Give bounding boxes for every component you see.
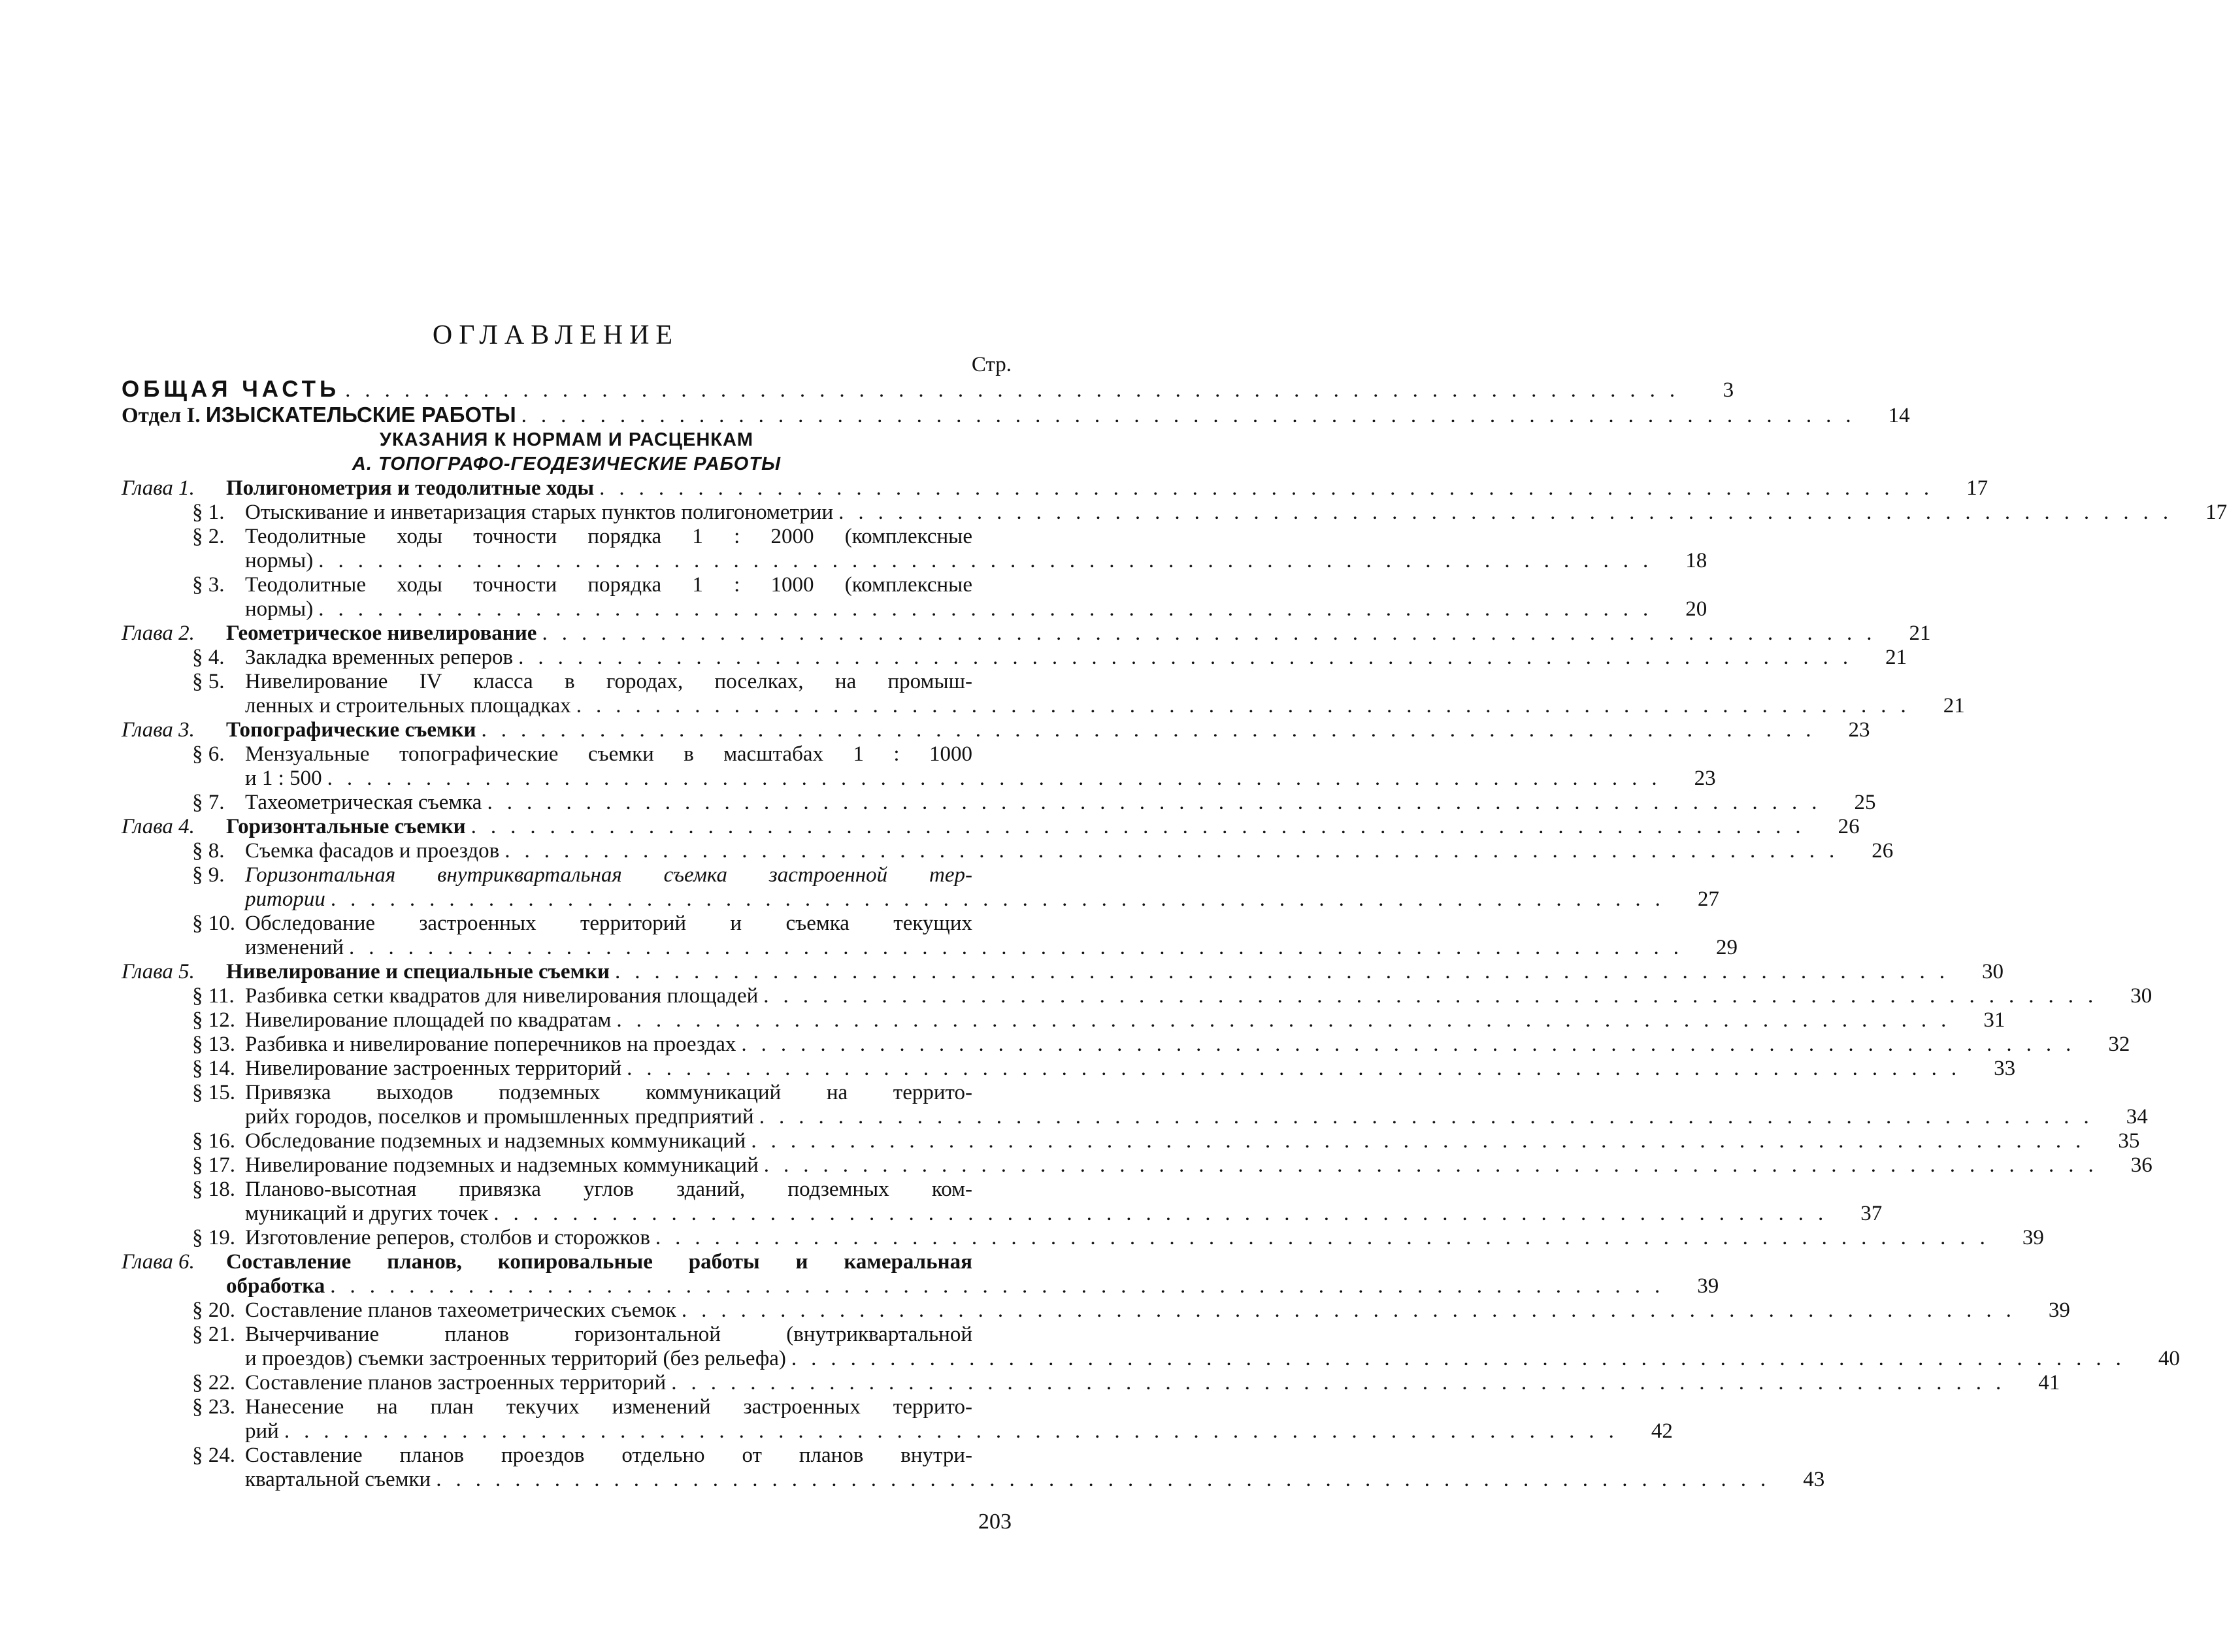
- page-number: 203: [978, 1510, 1012, 1534]
- dot-leader: ....................................................................: [470, 815, 1815, 838]
- toc-entry-continuation: [122, 767, 1716, 791]
- entry-text: Полигонометрия и теодолитные ходы: [226, 476, 595, 500]
- paragraph-number: § 3.: [192, 573, 225, 597]
- entry-page: 31: [1983, 1008, 2005, 1032]
- paragraph-number: § 2.: [192, 525, 225, 548]
- entry-page: 33: [1994, 1057, 2016, 1080]
- paragraph-number: § 7.: [192, 791, 225, 814]
- toc-entry-continuation: [122, 597, 1707, 621]
- entry-text: Составление планов, копировальные работы и камеральная: [226, 1250, 972, 1274]
- entry-text-continued: нормы): [245, 549, 314, 572]
- dot-leader: ....................................................................: [759, 1105, 2103, 1129]
- entry-page: 27: [1697, 887, 1719, 911]
- entry-text-continued: и проездов) съемки застроенных территорий (без рельефа): [245, 1347, 786, 1370]
- entry-text: Нивелирование и специальные съемки: [226, 960, 610, 983]
- toc-paragraph-entry: [122, 1323, 1012, 1347]
- entry-page: 17: [1966, 476, 1988, 500]
- dot-leader: ....................................................................: [345, 378, 1690, 402]
- entry-page: 23: [1694, 767, 1716, 790]
- entry-page: 36: [2130, 1153, 2153, 1177]
- dot-leader: ....................................................................: [616, 1008, 1961, 1032]
- paragraph-number: § 8.: [192, 839, 225, 863]
- paragraph-number: § 6.: [192, 742, 225, 766]
- entry-text: Геометрическое нивелирование: [226, 621, 537, 645]
- dot-leader: ....................................................................: [330, 1274, 1675, 1298]
- dot-leader: ....................................................................: [284, 1419, 1628, 1443]
- dot-leader: ....................................................................: [542, 621, 1887, 645]
- entry-page: 26: [1838, 815, 1860, 838]
- entry-text: Топографические съемки: [226, 718, 476, 742]
- toc-paragraph-entry: [122, 1081, 1012, 1105]
- toc-paragraph-entry: [122, 573, 1012, 597]
- toc-entry-continuation: [122, 1202, 1883, 1226]
- entry-text-continued: муникаций и других точек: [245, 1202, 489, 1225]
- section1-prefix: Отдел I.: [122, 404, 201, 427]
- entry-text-continued: изменений: [245, 936, 344, 959]
- entry-page: 35: [2118, 1129, 2140, 1153]
- entry-text-continued: ритории: [245, 887, 325, 911]
- toc-paragraph-entry: [122, 1129, 2140, 1153]
- entry-page: 39: [2022, 1226, 2044, 1249]
- section1-label: ИЗЫСКАТЕЛЬСКИЕ РАБОТЫ: [205, 403, 516, 427]
- dot-leader: ....................................................................: [791, 1347, 2136, 1370]
- part-a-heading-row: [122, 452, 1012, 476]
- page-title: ОГЛАВЛЕНИЕ: [432, 320, 680, 350]
- entry-text: Мензуальные топографические съемки в масштабах 1 : 1000: [245, 742, 972, 766]
- paragraph-number: § 15.: [192, 1081, 235, 1104]
- toc-paragraph-entry: [122, 1178, 1012, 1202]
- entry-text: Съемка фасадов и проездов: [245, 839, 500, 863]
- toc-entry-section1: [122, 403, 1910, 428]
- paragraph-number: § 12.: [192, 1008, 235, 1032]
- entry-text: Тахеометрическая съемка: [245, 791, 482, 814]
- paragraph-number: § 23.: [192, 1395, 235, 1419]
- dot-leader: ....................................................................: [518, 646, 1863, 669]
- toc-chapter-entry: [122, 960, 2004, 984]
- entry-page: 25: [1854, 791, 1876, 814]
- dot-leader: ....................................................................: [763, 1153, 2108, 1177]
- paragraph-number: § 16.: [192, 1129, 235, 1153]
- dot-leader: ....................................................................: [741, 1032, 2086, 1056]
- entry-page: 20: [1685, 597, 1707, 621]
- toc-entry-continuation: [122, 1419, 1673, 1444]
- toc-paragraph-entry: [122, 791, 1876, 815]
- entry-text: Разбивка и нивелирование поперечников на проездах: [245, 1032, 736, 1056]
- general-part-label: ОБЩАЯ ЧАСТЬ: [122, 376, 340, 402]
- toc-paragraph-entry: [122, 1444, 1012, 1468]
- toc-paragraph-entry: [122, 984, 2153, 1008]
- paragraph-number: § 19.: [192, 1226, 235, 1249]
- table-of-contents: [122, 353, 2227, 1492]
- entry-page: 29: [1716, 936, 1738, 959]
- entry-text-continued: рийх городов, поселков и промышленных предприятий: [245, 1105, 754, 1129]
- entry-page: 39: [1697, 1274, 1719, 1298]
- entry-text-continued: и 1 : 500: [245, 767, 322, 790]
- entry-text: Составление планов застроенных территорий: [245, 1371, 667, 1395]
- entry-page: 21: [1909, 621, 1931, 645]
- paragraph-number: § 5.: [192, 670, 225, 693]
- entry-page: 43: [1803, 1468, 1825, 1491]
- entry-text: Составление планов тахеометрических съемок: [245, 1298, 676, 1322]
- entry-text: Разбивка сетки квадратов для нивелирования площадей: [245, 984, 759, 1008]
- toc-paragraph-entry: [122, 1153, 2153, 1178]
- toc-entry-continuation: [122, 549, 1707, 573]
- dot-leader: ....................................................................: [521, 404, 1866, 427]
- entry-text: Нанесение на план текучих изменений застроенных террито-: [245, 1395, 972, 1419]
- dot-leader: ....................................................................: [838, 501, 2183, 524]
- dot-leader: ....................................................................: [751, 1129, 2096, 1153]
- paragraph-number: § 13.: [192, 1032, 235, 1056]
- toc-paragraph-entry: [122, 1395, 1012, 1419]
- entry-page: 23: [1848, 718, 1870, 742]
- chapter-label: Глава 4.: [122, 815, 195, 838]
- dot-leader: ....................................................................: [655, 1226, 2000, 1249]
- entry-page: 41: [2038, 1371, 2060, 1395]
- toc-paragraph-entry: [122, 1226, 2044, 1250]
- toc-paragraph-entry: [122, 839, 1894, 863]
- paragraph-number: § 18.: [192, 1178, 235, 1201]
- paragraph-number: § 17.: [192, 1153, 235, 1177]
- entry-text-continued: квартальной съемки: [245, 1468, 431, 1491]
- dot-leader: ....................................................................: [576, 694, 1921, 718]
- paragraph-number: § 14.: [192, 1057, 235, 1080]
- toc-paragraph-entry: [122, 646, 1907, 670]
- paragraph-number: § 11.: [192, 984, 235, 1008]
- toc-chapter-entry: [122, 621, 1931, 646]
- entry-page: 32: [2108, 1032, 2130, 1056]
- paragraph-number: § 9.: [192, 863, 225, 887]
- toc-paragraph-entry: [122, 863, 1012, 887]
- dot-leader: ....................................................................: [481, 718, 1826, 742]
- entry-text: Теодолитные ходы точности порядка 1 : 2000 (комплексные: [245, 525, 972, 548]
- entry-text: Теодолитные ходы точности порядка 1 : 1000 (комплексные: [245, 573, 972, 597]
- entry-text-continued: рий: [245, 1419, 279, 1443]
- toc-chapter-entry: [122, 815, 1860, 839]
- entry-page: 18: [1685, 549, 1707, 572]
- entry-text: Горизонтальные съемки: [226, 815, 466, 838]
- toc-entry-continuation: [122, 1347, 2180, 1371]
- entry-text: Планово-высотная привязка углов зданий, подземных ком-: [245, 1178, 972, 1201]
- dot-leader: ....................................................................: [327, 767, 1672, 790]
- entry-text: Отыскивание и инветаризация старых пунктов полигонометрии: [245, 501, 834, 524]
- entry-text: Нивелирование застроенных территорий: [245, 1057, 622, 1080]
- toc-entry-continuation: [122, 1468, 1825, 1492]
- paragraph-number: § 22.: [192, 1371, 235, 1395]
- entry-page: 21: [1885, 646, 1907, 669]
- entry-page: 40: [2158, 1347, 2180, 1370]
- page-column-header-row: [122, 353, 1012, 377]
- entry-text-continued: нормы): [245, 597, 314, 621]
- paragraph-number: § 20.: [192, 1298, 235, 1322]
- entry-text-continued: ленных и строительных площадках: [245, 694, 571, 718]
- dot-leader: ....................................................................: [493, 1202, 1838, 1225]
- toc-paragraph-entry: [122, 525, 1012, 549]
- toc-paragraph-entry: [122, 1057, 2016, 1081]
- paragraph-number: § 10.: [192, 912, 235, 935]
- entry-page: 21: [1943, 694, 1965, 718]
- dot-leader: ....................................................................: [487, 791, 1832, 814]
- toc-entry-general: [122, 376, 1734, 403]
- dot-leader: ....................................................................: [436, 1468, 1781, 1491]
- chapter-label: Глава 5.: [122, 960, 195, 983]
- toc-entry-continuation: [122, 1105, 2148, 1129]
- dot-leader: ....................................................................: [599, 476, 1944, 500]
- toc-entry-continuation: [122, 1274, 1719, 1298]
- entry-text: Составление планов проездов отдельно от планов внутри-: [245, 1444, 972, 1467]
- paragraph-number: § 1.: [192, 501, 225, 524]
- dot-leader: ....................................................................: [671, 1371, 2016, 1395]
- toc-entry-continuation: [122, 694, 1965, 718]
- entry-text: Обследование подземных и надземных коммуникаций: [245, 1129, 746, 1153]
- chapter-label: Глава 3.: [122, 718, 195, 742]
- page-column-header: Стр.: [971, 353, 1012, 376]
- toc-paragraph-entry: [122, 1032, 2130, 1057]
- entry-text: Закладка временных реперов: [245, 646, 514, 669]
- entry-text: Нивелирование IV класса в городах, поселках, на промыш-: [245, 670, 972, 693]
- entry-text: Изготовление реперов, столбов и сторожков: [245, 1226, 650, 1249]
- dot-leader: ....................................................................: [763, 984, 2108, 1008]
- toc-entry-continuation: [122, 887, 1719, 912]
- toc-chapter-entry: [122, 1250, 1012, 1274]
- dot-leader: ....................................................................: [318, 549, 1663, 572]
- general-part-page: 3: [1723, 378, 1734, 402]
- dot-leader: ....................................................................: [504, 839, 1849, 863]
- dot-leader: ....................................................................: [615, 960, 1960, 983]
- dot-leader: ....................................................................: [681, 1298, 2026, 1322]
- entry-text: Вычерчивание планов горизонтальной (внутриквартальной: [245, 1323, 972, 1346]
- part-a-heading: А. ТОПОГРАФО-ГЕОДЕЗИЧЕСКИЕ РАБОТЫ: [352, 454, 782, 474]
- chapter-label: Глава 1.: [122, 476, 195, 500]
- paragraph-number: § 4.: [192, 646, 225, 669]
- toc-paragraph-entry: [122, 1298, 2070, 1323]
- entry-text-continued: обработка: [226, 1274, 325, 1298]
- chapter-label: Глава 6.: [122, 1250, 195, 1274]
- dot-leader: ....................................................................: [330, 887, 1675, 911]
- entry-text: Нивелирование площадей по квадратам: [245, 1008, 612, 1032]
- entry-page: 30: [2130, 984, 2153, 1008]
- dot-leader: ....................................................................: [349, 936, 1694, 959]
- toc-paragraph-entry: [122, 501, 2227, 525]
- toc-chapter-entry: [122, 718, 1870, 742]
- entry-page: 30: [1982, 960, 2004, 983]
- toc-chapter-entry: [122, 476, 1988, 501]
- entry-page: 17: [2205, 501, 2227, 524]
- entry-page: 34: [2126, 1105, 2148, 1129]
- dot-leader: ....................................................................: [318, 597, 1663, 621]
- toc-entry-continuation: [122, 936, 1738, 960]
- toc-paragraph-entry: [122, 1008, 2005, 1032]
- entry-text: Горизонтальная внутриквартальная съемка застроенной тер-: [245, 863, 972, 887]
- entry-text: Обследование застроенных территорий и съемка текущих: [245, 912, 972, 935]
- chapter-label: Глава 2.: [122, 621, 195, 645]
- toc-paragraph-entry: [122, 1371, 2060, 1395]
- guidance-heading-row: [122, 428, 1012, 452]
- paragraph-number: § 24.: [192, 1444, 235, 1467]
- entry-text: Нивелирование подземных и надземных коммуникаций: [245, 1153, 759, 1177]
- toc-paragraph-entry: [122, 912, 1012, 936]
- toc-entries: [122, 476, 2227, 1492]
- dot-leader: ....................................................................: [627, 1057, 1971, 1080]
- toc-paragraph-entry: [122, 742, 1012, 767]
- paragraph-number: § 21.: [192, 1323, 235, 1346]
- toc-paragraph-entry: [122, 670, 1012, 694]
- entry-text: Привязка выходов подземных коммуникаций на террито-: [245, 1081, 972, 1104]
- entry-page: 37: [1860, 1202, 1883, 1225]
- entry-page: 26: [1872, 839, 1894, 863]
- section1-page: 14: [1888, 404, 1910, 427]
- entry-page: 42: [1651, 1419, 1673, 1443]
- guidance-heading: УКАЗАНИЯ К НОРМАМ И РАСЦЕНКАМ: [379, 429, 754, 450]
- entry-page: 39: [2048, 1298, 2070, 1322]
